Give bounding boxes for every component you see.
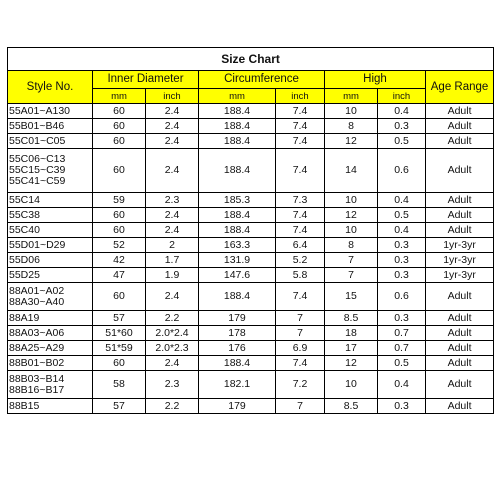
cell-inner-mm: 60 — [93, 208, 146, 223]
cell-inner-inch: 2.4 — [146, 104, 199, 119]
cell-high-inch: 0.4 — [378, 193, 426, 208]
style-no-text: 88A19 — [9, 311, 40, 324]
cell-high-mm: 7 — [325, 253, 378, 268]
cell-style-no — [8, 208, 93, 223]
cell-circ-inch: 7 — [276, 311, 325, 326]
table-title: Size Chart — [8, 48, 494, 71]
style-no-text: 88B01~B02 — [9, 356, 65, 369]
table-row — [8, 208, 494, 223]
cell-circ-inch: 7 — [276, 399, 325, 414]
cell-circ-mm: 147.6 — [199, 268, 276, 283]
cell-style-no — [8, 283, 93, 311]
table-row — [8, 104, 494, 119]
cell-inner-inch: 2.2 — [146, 399, 199, 414]
cell-age-range: Adult — [426, 208, 494, 223]
cell-style-no — [8, 268, 93, 283]
cell-style-no — [8, 341, 93, 356]
cell-circ-inch: 7.4 — [276, 223, 325, 238]
cell-high-inch: 0.3 — [378, 238, 426, 253]
cell-age-range: Adult — [426, 134, 494, 149]
unit-inch: inch — [146, 89, 199, 104]
cell-age-range: Adult — [426, 371, 494, 399]
cell-high-mm: 10 — [325, 371, 378, 399]
cell-high-inch: 0.6 — [378, 149, 426, 193]
header-style-no: Style No. — [8, 71, 93, 104]
cell-style-no — [8, 238, 93, 253]
table-row — [8, 268, 494, 283]
cell-circ-mm: 188.4 — [199, 356, 276, 371]
cell-style-no — [8, 223, 93, 238]
cell-high-mm: 14 — [325, 149, 378, 193]
header-circumference: Circumference — [199, 71, 325, 89]
cell-circ-inch: 5.2 — [276, 253, 325, 268]
table-row — [8, 149, 494, 193]
style-no-text: 55C14 — [9, 193, 40, 206]
cell-high-inch: 0.3 — [378, 268, 426, 283]
cell-style-no — [8, 399, 93, 414]
style-no-text: 55B01~B46 — [9, 119, 65, 132]
cell-age-range: 1yr-3yr — [426, 253, 494, 268]
cell-age-range: Adult — [426, 326, 494, 341]
cell-high-mm: 12 — [325, 208, 378, 223]
cell-inner-inch: 2.4 — [146, 283, 199, 311]
cell-circ-mm: 178 — [199, 326, 276, 341]
cell-circ-inch: 7 — [276, 326, 325, 341]
style-no-text: 88A01~A02 — [9, 284, 65, 297]
cell-inner-mm: 60 — [93, 119, 146, 134]
table-row — [8, 399, 494, 414]
cell-inner-inch: 2.4 — [146, 356, 199, 371]
cell-high-mm: 12 — [325, 356, 378, 371]
style-no-text: 55C15~C39 — [9, 164, 66, 176]
cell-high-mm: 8 — [325, 119, 378, 134]
cell-inner-mm: 58 — [93, 371, 146, 399]
cell-style-no — [8, 149, 93, 193]
cell-circ-inch: 7.4 — [276, 119, 325, 134]
size-chart-table — [7, 47, 494, 414]
cell-circ-inch: 7.4 — [276, 208, 325, 223]
cell-high-mm: 18 — [325, 326, 378, 341]
table-row — [8, 283, 494, 311]
cell-age-range: 1yr-3yr — [426, 268, 494, 283]
header-age-range: Age Range — [426, 71, 494, 104]
cell-high-inch: 0.5 — [378, 208, 426, 223]
cell-circ-mm: 179 — [199, 311, 276, 326]
unit-mm: mm — [199, 89, 276, 104]
table-row — [8, 193, 494, 208]
cell-high-inch: 0.3 — [378, 399, 426, 414]
cell-inner-inch: 2.3 — [146, 193, 199, 208]
style-no-text: 88B15 — [9, 399, 40, 412]
cell-inner-inch: 1.9 — [146, 268, 199, 283]
cell-inner-mm: 51*59 — [93, 341, 146, 356]
style-no-text: 55D25 — [9, 268, 40, 281]
style-no-text: 55C40 — [9, 223, 40, 236]
style-no-text: 88A30~A40 — [9, 295, 65, 308]
style-no-text: 88A25~A29 — [9, 341, 65, 354]
cell-circ-inch: 7.4 — [276, 356, 325, 371]
cell-age-range: Adult — [426, 104, 494, 119]
unit-mm: mm — [93, 89, 146, 104]
header-inner-diameter: Inner Diameter — [93, 71, 199, 89]
cell-inner-mm: 42 — [93, 253, 146, 268]
table-row — [8, 371, 494, 399]
unit-mm: mm — [325, 89, 378, 104]
cell-high-inch: 0.3 — [378, 311, 426, 326]
cell-inner-mm: 60 — [93, 283, 146, 311]
table-row — [8, 134, 494, 149]
cell-age-range: Adult — [426, 223, 494, 238]
cell-inner-mm: 52 — [93, 238, 146, 253]
cell-circ-inch: 6.9 — [276, 341, 325, 356]
style-no-text: 55C41~C59 — [9, 175, 66, 187]
cell-inner-mm: 59 — [93, 193, 146, 208]
cell-circ-inch: 7.2 — [276, 371, 325, 399]
table-row — [8, 253, 494, 268]
cell-style-no — [8, 356, 93, 371]
cell-inner-inch: 2.4 — [146, 208, 199, 223]
cell-style-no — [8, 119, 93, 134]
header-high: High — [325, 71, 426, 89]
style-no-text: 55A01~A130 — [9, 104, 71, 117]
cell-age-range: Adult — [426, 149, 494, 193]
cell-inner-mm: 57 — [93, 311, 146, 326]
cell-circ-inch: 5.8 — [276, 268, 325, 283]
cell-age-range: Adult — [426, 119, 494, 134]
cell-high-inch: 0.5 — [378, 356, 426, 371]
cell-high-inch: 0.7 — [378, 341, 426, 356]
table-body — [8, 104, 494, 414]
cell-inner-inch: 2.0*2.3 — [146, 341, 199, 356]
cell-inner-inch: 2 — [146, 238, 199, 253]
cell-high-mm: 7 — [325, 268, 378, 283]
cell-circ-mm: 131.9 — [199, 253, 276, 268]
cell-age-range: Adult — [426, 341, 494, 356]
cell-circ-mm: 188.4 — [199, 223, 276, 238]
table-row — [8, 341, 494, 356]
style-no-text: 88B03~B14 — [9, 372, 65, 385]
unit-inch: inch — [378, 89, 426, 104]
table-row — [8, 238, 494, 253]
cell-high-inch: 0.3 — [378, 119, 426, 134]
cell-high-mm: 10 — [325, 104, 378, 119]
table-row — [8, 119, 494, 134]
cell-inner-inch: 2.4 — [146, 119, 199, 134]
cell-inner-inch: 2.3 — [146, 371, 199, 399]
cell-style-no — [8, 104, 93, 119]
cell-style-no — [8, 193, 93, 208]
cell-circ-inch: 7.4 — [276, 134, 325, 149]
cell-high-mm: 10 — [325, 193, 378, 208]
cell-age-range: Adult — [426, 193, 494, 208]
cell-high-mm: 10 — [325, 223, 378, 238]
cell-high-inch: 0.4 — [378, 371, 426, 399]
cell-inner-mm: 47 — [93, 268, 146, 283]
table-row — [8, 326, 494, 341]
cell-inner-mm: 57 — [93, 399, 146, 414]
cell-circ-mm: 188.4 — [199, 119, 276, 134]
cell-style-no — [8, 134, 93, 149]
cell-inner-inch: 2.0*2.4 — [146, 326, 199, 341]
cell-inner-inch: 2.4 — [146, 134, 199, 149]
cell-high-inch: 0.5 — [378, 134, 426, 149]
cell-inner-mm: 60 — [93, 134, 146, 149]
cell-circ-mm: 188.4 — [199, 283, 276, 311]
cell-style-no — [8, 326, 93, 341]
style-no-text: 55C01~C05 — [9, 134, 66, 147]
cell-high-mm: 8 — [325, 238, 378, 253]
cell-circ-mm: 188.4 — [199, 104, 276, 119]
cell-inner-inch: 2.4 — [146, 149, 199, 193]
cell-inner-inch: 2.2 — [146, 311, 199, 326]
cell-circ-mm: 188.4 — [199, 134, 276, 149]
cell-high-mm: 8.5 — [325, 399, 378, 414]
cell-inner-mm: 51*60 — [93, 326, 146, 341]
cell-circ-mm: 182.1 — [199, 371, 276, 399]
cell-age-range: Adult — [426, 311, 494, 326]
table-row — [8, 311, 494, 326]
cell-high-inch: 0.4 — [378, 223, 426, 238]
cell-circ-mm: 176 — [199, 341, 276, 356]
style-no-text: 88B16~B17 — [9, 383, 65, 396]
style-no-text: 55C38 — [9, 208, 40, 221]
cell-circ-mm: 185.3 — [199, 193, 276, 208]
table-row — [8, 356, 494, 371]
cell-circ-inch: 7.4 — [276, 149, 325, 193]
cell-inner-mm: 60 — [93, 223, 146, 238]
cell-high-inch: 0.6 — [378, 283, 426, 311]
cell-circ-inch: 7.3 — [276, 193, 325, 208]
style-no-text: 88A03~A06 — [9, 326, 65, 339]
cell-inner-mm: 60 — [93, 356, 146, 371]
cell-high-mm: 15 — [325, 283, 378, 311]
cell-high-mm: 17 — [325, 341, 378, 356]
cell-age-range: Adult — [426, 399, 494, 414]
cell-circ-mm: 188.4 — [199, 149, 276, 193]
cell-high-inch: 0.7 — [378, 326, 426, 341]
cell-high-mm: 12 — [325, 134, 378, 149]
cell-age-range: Adult — [426, 356, 494, 371]
cell-high-inch: 0.4 — [378, 104, 426, 119]
cell-style-no — [8, 371, 93, 399]
cell-high-mm: 8.5 — [325, 311, 378, 326]
cell-circ-inch: 7.4 — [276, 283, 325, 311]
style-no-text: 55D01~D29 — [9, 238, 66, 251]
cell-circ-mm: 163.3 — [199, 238, 276, 253]
style-no-text: 55D06 — [9, 253, 40, 266]
cell-style-no — [8, 311, 93, 326]
cell-high-inch: 0.3 — [378, 253, 426, 268]
cell-circ-mm: 179 — [199, 399, 276, 414]
cell-circ-inch: 6.4 — [276, 238, 325, 253]
unit-inch: inch — [276, 89, 325, 104]
cell-age-range: Adult — [426, 283, 494, 311]
cell-age-range: 1yr-3yr — [426, 238, 494, 253]
cell-style-no — [8, 253, 93, 268]
cell-inner-inch: 1.7 — [146, 253, 199, 268]
cell-inner-inch: 2.4 — [146, 223, 199, 238]
cell-inner-mm: 60 — [93, 149, 146, 193]
table-row — [8, 223, 494, 238]
cell-inner-mm: 60 — [93, 104, 146, 119]
cell-circ-inch: 7.4 — [276, 104, 325, 119]
size-chart — [7, 47, 493, 414]
cell-circ-mm: 188.4 — [199, 208, 276, 223]
style-no-text: 55C06~C13 — [9, 153, 66, 165]
